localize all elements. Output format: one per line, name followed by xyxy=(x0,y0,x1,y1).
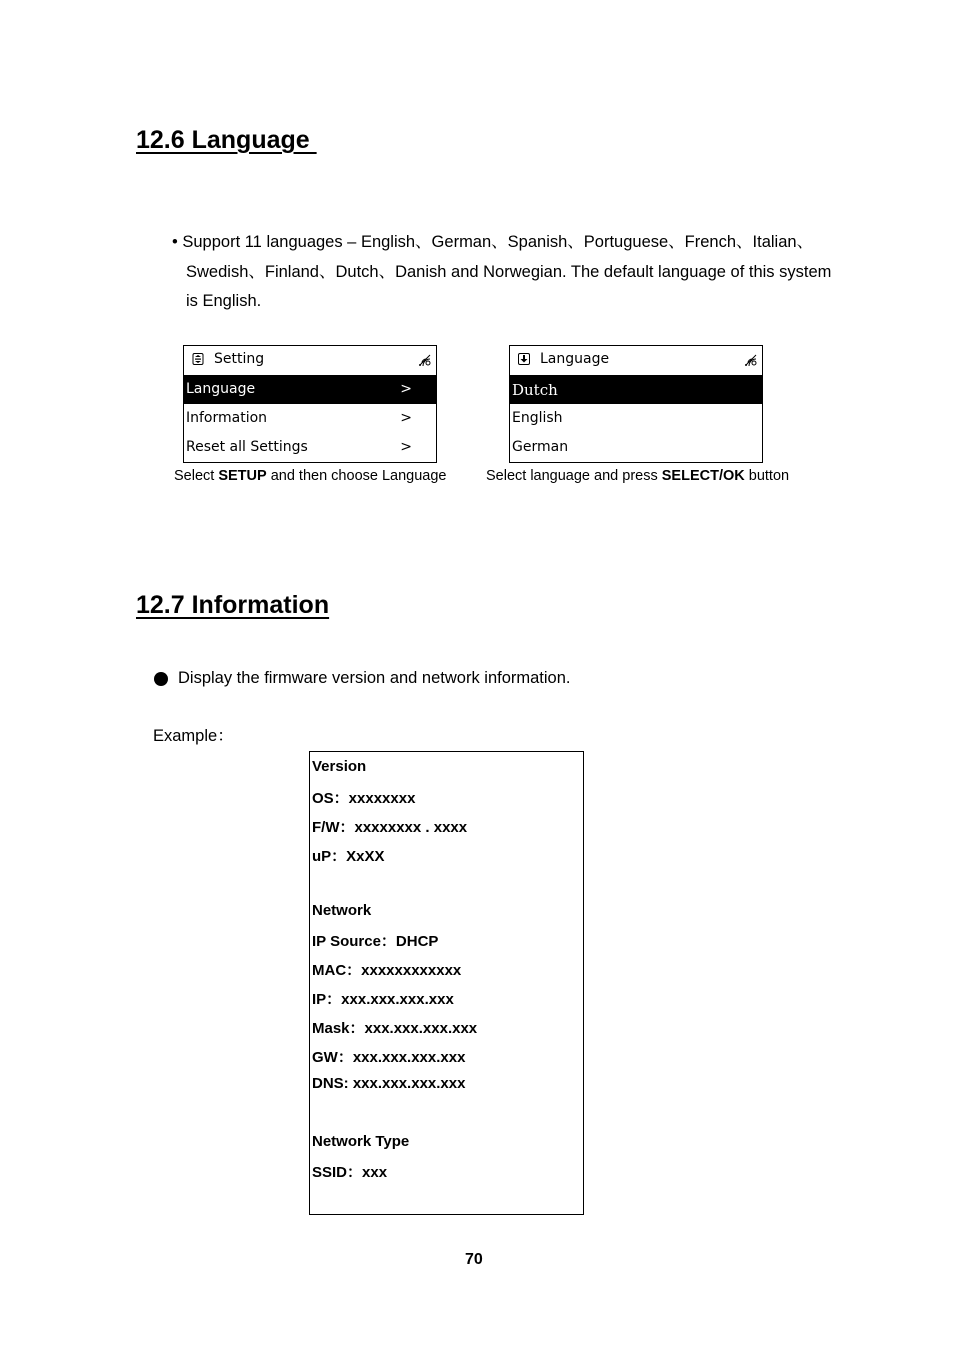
language-option-german[interactable] xyxy=(510,433,762,462)
menu-item-label: Language xyxy=(186,381,256,397)
bullet-icon xyxy=(154,672,168,686)
info-line-dns: DNS: xxx.xxx.xxx.xxx xyxy=(312,1075,466,1092)
language-screen xyxy=(509,345,763,463)
language-option-label: English xyxy=(512,410,563,426)
section-heading-information: 12.7 Information xyxy=(136,591,330,619)
chevron-right-icon: > xyxy=(400,381,412,397)
chevron-right-icon: > xyxy=(400,410,412,426)
language-menu-icon xyxy=(518,353,530,365)
info-line-mac: MAC：xxxxxxxxxxxx xyxy=(312,962,462,979)
caption-text: and then choose Language xyxy=(266,468,447,484)
caption-language-screen xyxy=(486,468,789,484)
info-line-mask: Mask：xxx.xxx.xxx.xxx xyxy=(312,1020,478,1037)
language-line-2: Swedish、Finland、Dutch、Danish and Norwegian. The default language of this system xyxy=(186,262,832,281)
setting-title-bar xyxy=(184,346,436,374)
page-number: 70 xyxy=(465,1251,483,1268)
info-line-ip: IP：xxx.xxx.xxx.xxx xyxy=(312,991,454,1008)
caption-bold: SELECT/OK xyxy=(661,468,745,484)
info-line-os: OS：xxxxxxxx xyxy=(312,790,416,807)
info-line-up: uP：XxXX xyxy=(312,848,385,865)
caption-text: button xyxy=(744,468,790,484)
language-title-bar xyxy=(510,346,762,374)
caption-text: Select xyxy=(174,468,219,484)
language-description xyxy=(172,228,832,317)
caption-text: Select language and press xyxy=(486,468,662,484)
wifi-signal-icon xyxy=(417,351,433,367)
menu-item-language[interactable] xyxy=(184,375,436,404)
setting-screen xyxy=(183,345,437,463)
section-heading-language: 12.6 Language xyxy=(136,126,317,154)
information-description: Display the firmware version and network information. xyxy=(178,669,571,687)
language-option-label: Dutch xyxy=(512,381,558,399)
language-line-1: • Support 11 languages – English、German、Spanish、Portuguese、French、Italian、 xyxy=(172,233,814,251)
language-option-dutch[interactable] xyxy=(510,375,762,404)
example-label: Example： xyxy=(153,727,234,745)
info-line-network-type-heading: Network Type xyxy=(312,1133,410,1150)
language-option-english[interactable] xyxy=(510,404,762,433)
info-line-gateway: GW：xxx.xxx.xxx.xxx xyxy=(312,1049,466,1066)
info-line-firmware: F/W：xxxxxxxx . xxxx xyxy=(312,819,468,836)
wifi-signal-icon xyxy=(743,351,759,367)
menu-item-label: Reset all Settings xyxy=(186,439,308,455)
caption-setting-screen xyxy=(174,468,447,484)
info-line-version-heading: Version xyxy=(312,758,367,775)
language-option-label: German xyxy=(512,439,569,455)
menu-item-information[interactable] xyxy=(184,404,436,433)
info-line-ssid: SSID：xxx xyxy=(312,1164,388,1181)
setup-icon xyxy=(192,353,204,365)
chevron-right-icon: > xyxy=(400,439,412,455)
language-title: Language xyxy=(540,351,610,367)
information-example-box xyxy=(309,751,584,1215)
info-line-ip-source: IP Source：DHCP xyxy=(312,933,439,950)
caption-bold: SETUP xyxy=(218,468,267,484)
menu-item-reset-all-settings[interactable] xyxy=(184,433,436,462)
language-line-3: is English. xyxy=(186,292,262,310)
info-line-network-heading: Network xyxy=(312,902,372,919)
setting-title: Setting xyxy=(214,351,265,367)
menu-item-label: Information xyxy=(186,410,268,426)
